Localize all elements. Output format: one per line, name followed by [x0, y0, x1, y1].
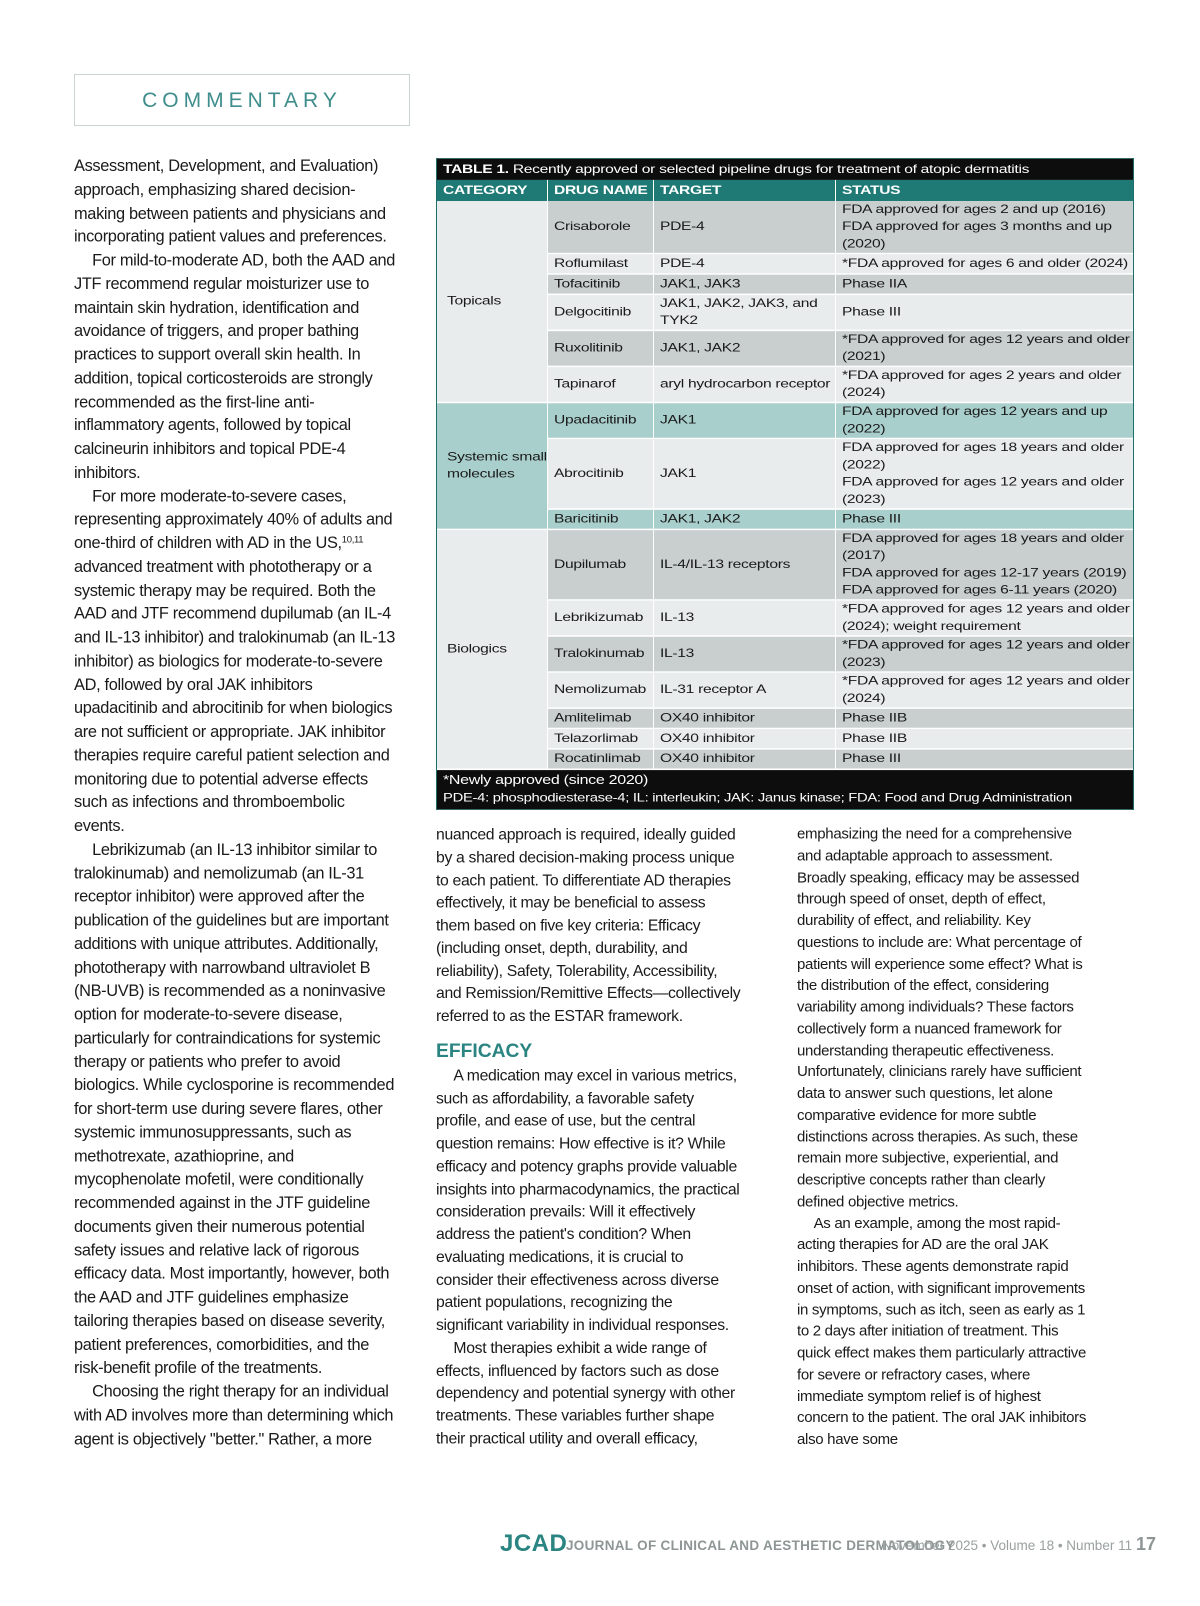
table-row — [548, 275, 1133, 295]
table-row — [548, 254, 1133, 274]
journal-logo: JCAD — [500, 1530, 568, 1557]
header-drug-name: DRUG NAME — [548, 180, 654, 201]
status-cell: *FDA approved for ages 12 years and older (2023) — [842, 638, 1130, 669]
status-cell: Phase IIA — [842, 277, 907, 291]
table-row — [548, 750, 1133, 770]
column-3 — [797, 823, 1094, 1450]
table-group — [437, 530, 1133, 770]
drug-name-cell: Upadacitinib — [548, 403, 654, 437]
footnote-new: *Newly approved (since 2020) — [443, 773, 649, 788]
drug-name-cell: Roflumilast — [548, 254, 654, 273]
table-body — [437, 201, 1133, 770]
table-row — [548, 439, 1133, 510]
table-row — [548, 673, 1133, 709]
target-cell: IL-4/IL-13 receptors — [654, 530, 836, 599]
section-label: COMMENTARY — [142, 89, 342, 112]
status-cell: *FDA approved for ages 2 years and older (2024) — [842, 368, 1122, 400]
target-cell: JAK1, JAK2, JAK3, and TYK2 — [654, 295, 836, 329]
table-row — [548, 601, 1133, 637]
table-row — [548, 367, 1133, 403]
target-cell: IL-13 — [654, 637, 836, 671]
drug-name-cell: Dupilumab — [548, 530, 654, 599]
status-cell: FDA approved for ages 12 years and up (2022) — [842, 404, 1108, 436]
category-cell: Biologics — [437, 530, 548, 770]
target-cell: aryl hydrocarbon receptor — [654, 367, 836, 401]
paragraph: nuanced approach is required, ideally guided by a shared decision-making process unique to each patient. To differentiate AD therapies effectively, it may be beneficial to assess them based on five key criteria: Efficacy (including onset, depth, durability, and reliability), Safety, Tolerability, Accessibility, and Remission/Remittive Effects—collectively referred to as the ESTAR framework. — [436, 824, 741, 1025]
target-cell: IL-13 — [654, 601, 836, 635]
status-cell: FDA approved for ages 2 and up (2016) FDA approved for ages 3 months and up (2020) — [842, 202, 1112, 251]
paragraph-text: For more moderate-to-severe cases, representing approximately 40% of adults and one-third of children with AD in the US, — [74, 485, 393, 553]
table-row — [548, 295, 1133, 331]
paragraph: A medication may excel in various metrics, such as affordability, a favorable safety profile, and ease of use, but the central question remains: How effective is it? While efficacy and potency graphs provide valuable insights into pharmacodynamics, the practical consideration prevails: Will it effectively address the patient's condition? When evaluating medications, it is crucial to consider their effectiveness across diverse patient populations, recognizing the significant variability in individual responses. — [436, 1065, 740, 1334]
table-row — [548, 530, 1133, 601]
paragraph: emphasizing the need for a comprehensive and adaptable approach to assessment. Broadly speaking, efficacy may be assessed through speed of onset, depth of effect, durability of effect, and reliability. Key questions to include are: What percentage of patients will experience some effect? What is the distribution of the effect, considering variability among individuals? These factors collectively form a nuanced framework for understanding therapeutic effectiveness. Unfortunately, clinicians rarely have sufficient data to answer such questions, let alone comparative evidence for more subtle distinctions across therapies. As such, these remain more subjective, experiential, and descriptive concepts rather than clearly defined objective metrics. — [797, 824, 1083, 1210]
target-cell: OX40 inhibitor — [654, 750, 836, 769]
drug-name-cell: Baricitinib — [548, 510, 654, 529]
target-cell: JAK1, JAK3 — [654, 275, 836, 294]
table-row — [548, 201, 1133, 254]
target-cell: JAK1 — [654, 403, 836, 437]
paragraph — [74, 484, 398, 838]
status-cell: Phase III — [842, 752, 901, 766]
target-cell: PDE-4 — [654, 254, 836, 273]
drug-table — [436, 158, 1134, 810]
target-cell: IL-31 receptor A — [654, 673, 836, 707]
page-footer — [500, 1530, 1160, 1560]
citation-superscript: 10,11 — [341, 534, 364, 546]
target-cell: OX40 inhibitor — [654, 709, 836, 728]
drug-name-cell: Ruxolitinib — [548, 331, 654, 365]
table-header-row — [437, 180, 1133, 201]
footnote-abbreviations: PDE-4: phosphodiesterase-4; IL: interleukin; JAK: Janus kinase; FDA: Food and Drug Administration — [443, 791, 1072, 805]
paragraph: Choosing the right therapy for an individual with AD involves more than determining which agent is objectively "better." Rather, a more — [74, 1381, 394, 1448]
table-title — [437, 159, 1133, 180]
paragraph: As an example, among the most rapid-acting therapies for AD are the oral JAK inhibitors. These agents demonstrate rapid onset of action, with significant improvements in symptoms, such as itch, seen as early as 1 to 2 days after initiation of treatment. This quick effect makes them particularly attractive for severe or refractory cases, where immediate symptom relief is of highest concern to the patient. The oral JAK inhibitors also have some — [797, 1213, 1087, 1448]
target-cell: JAK1 — [654, 439, 836, 508]
table-row — [548, 510, 1133, 530]
column-2 — [436, 823, 742, 1450]
table-title-label: TABLE 1. — [443, 162, 509, 177]
paragraph: Most therapies exhibit a wide range of effects, influenced by factors such as dose dependency and potential synergy with other treatments. These variables further shape their practical utility and overall efficacy, — [436, 1337, 735, 1448]
status-cell: FDA approved for ages 18 years and older (2022) FDA approved for ages 12 years and older (2023) — [842, 440, 1124, 506]
drug-name-cell: Telazorlimab — [548, 729, 654, 748]
status-cell: FDA approved for ages 18 years and older (2017) FDA approved for ages 12-17 years (2019) FDA approved for ages 6-11 years (2020) — [842, 531, 1127, 597]
section-heading-efficacy: EFFICACY — [436, 1040, 533, 1062]
issue-info: November 2025 • Volume 18 • Number 11 — [882, 1538, 1133, 1553]
table-footnotes — [437, 770, 1133, 809]
drug-name-cell: Amlitelimab — [548, 709, 654, 728]
drug-name-cell: Nemolizumab — [548, 673, 654, 707]
table-row — [548, 637, 1133, 673]
paragraph-text: advanced treatment with phototherapy or a systemic therapy may be required. Both the AAD and JTF recommend dupilumab (an IL-4 and IL-13 inhibitor) and tralokinumab (an IL-13 inhibitor) as biologics for moderate-to-severe AD, followed by oral JAK inhibitors upadacitinib and abrocitinib for when biologics are not sufficient or appropriate. JAK inhibitor therapies require careful patient selection and monitoring due to potential adverse effects such as infections and thromboembolic events. — [74, 556, 395, 835]
table-row — [548, 403, 1133, 439]
paragraph: For mild-to-moderate AD, both the AAD and JTF recommend regular moisturizer use to maintain skin hydration, identification and avoidance of triggers, and proper bathing practices to support overall skin health. In addition, topical corticosteroids are strongly recommended as the first-line anti-inflammatory agents, followed by topical calcineurin inhibitors and topical PDE-4 inhibitors. — [74, 250, 396, 482]
drug-name-cell: Abrocitinib — [548, 439, 654, 508]
journal-name: JOURNAL OF CLINICAL AND AESTHETIC DERMATOLOGY — [566, 1538, 955, 1553]
drug-name-cell: Delgocitinib — [548, 295, 654, 329]
table-row — [548, 729, 1133, 749]
table-row — [548, 331, 1133, 367]
drug-name-cell: Crisaborole — [548, 201, 654, 253]
column-1 — [74, 154, 398, 1450]
category-cell: Systemic small molecules — [437, 403, 548, 530]
target-cell: OX40 inhibitor — [654, 729, 836, 748]
section-label-box — [74, 74, 410, 126]
page-number: 17 — [1136, 1534, 1157, 1554]
status-cell: Phase IIB — [842, 711, 907, 725]
drug-name-cell: Tofacitinib — [548, 275, 654, 294]
drug-name-cell: Lebrikizumab — [548, 601, 654, 635]
status-cell: *FDA approved for ages 12 years and older (2021) — [842, 332, 1130, 364]
category-cell: Topicals — [437, 201, 548, 403]
table-title-text: Recently approved or selected pipeline drugs for treatment of atopic dermatitis — [512, 162, 1030, 177]
header-status: STATUS — [842, 183, 901, 198]
status-cell: *FDA approved for ages 12 years and older (2024) — [842, 674, 1130, 705]
header-category: CATEGORY — [437, 180, 548, 201]
status-cell: *FDA approved for ages 6 and older (2024) — [842, 256, 1128, 271]
drug-name-cell: Tralokinumab — [548, 637, 654, 671]
status-cell: Phase IIB — [842, 731, 907, 745]
table-group — [437, 201, 1133, 403]
target-cell: PDE-4 — [654, 201, 836, 253]
status-cell: Phase III — [842, 512, 901, 526]
target-cell: JAK1, JAK2 — [654, 331, 836, 365]
status-cell: *FDA approved for ages 12 years and older (2024); weight requirement — [842, 602, 1130, 633]
paragraph: Lebrikizumab (an IL-13 inhibitor similar to tralokinumab) and nemolizumab (an IL-31 receptor inhibitor) were approved after the publication of the guidelines but are important additions with unique attributes. Additionally, phototherapy with narrowband ultraviolet B (NB-UVB) is recommended as a noninvasive option for moderate-to-severe disease, particularly for contraindications for systemic therapy or patients who prefer to avoid biologics. While cyclosporine is recommended for short-term use during severe flares, other systemic immunosuppressants, such as methotrexate, azathioprine, and mycophenolate mofetil, were conditionally recommended against in the JTF guideline documents given their numerous potential safety issues and relative lack of rigorous efficacy data. Most importantly, however, both the AAD and JTF guidelines emphasize tailoring therapies based on disease severity, patient preferences, comorbidities, and the risk-benefit profile of the treatments. — [74, 839, 395, 1377]
paragraph: Assessment, Development, and Evaluation) approach, emphasizing shared decision-making between patients and physicians and incorporating patient values and preferences. — [74, 155, 387, 246]
drug-name-cell: Rocatinlimab — [548, 750, 654, 769]
table-row — [548, 709, 1133, 729]
table-group — [437, 403, 1133, 530]
drug-name-cell: Tapinarof — [548, 367, 654, 401]
target-cell: JAK1, JAK2 — [654, 510, 836, 529]
header-target: TARGET — [654, 180, 836, 201]
status-cell: Phase III — [842, 305, 901, 319]
